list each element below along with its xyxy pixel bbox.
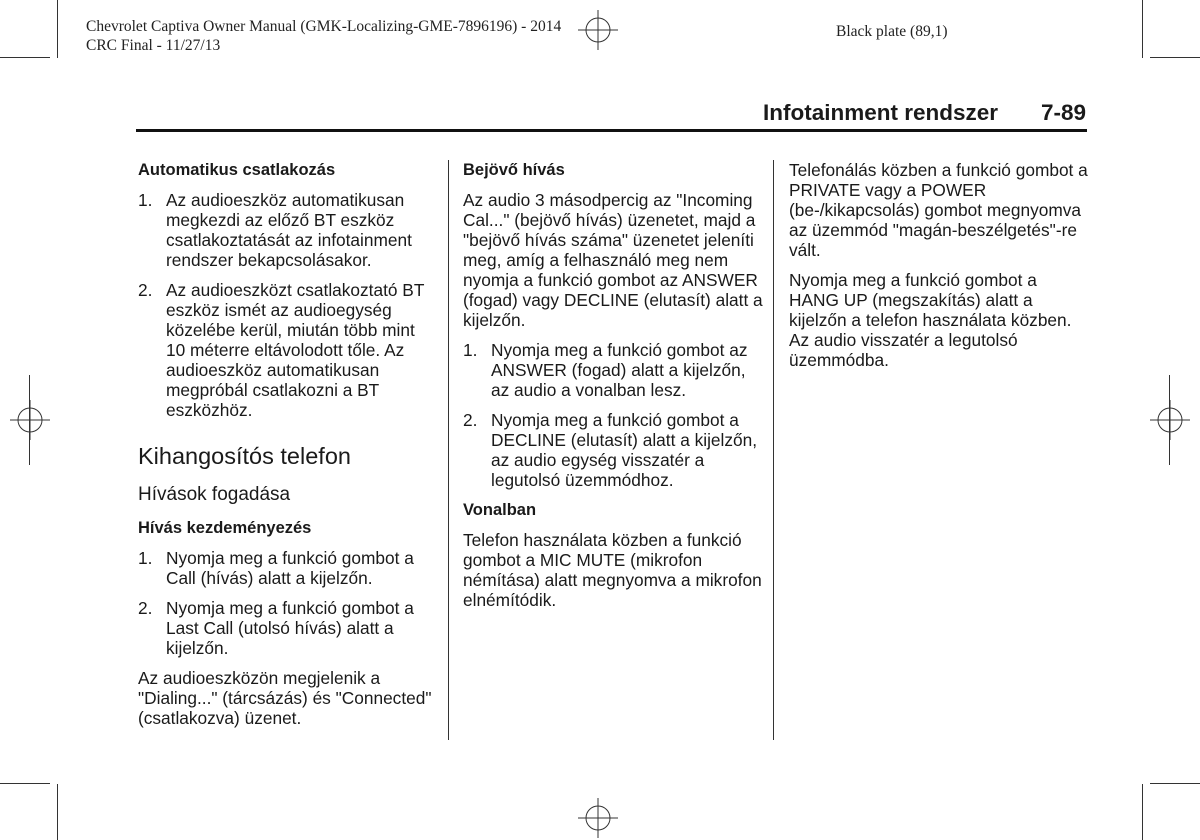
list-item-text: Nyomja meg a funkció gombot a Last Call (utolsó hívás) alatt a kijelzőn. (166, 598, 414, 658)
print-meta-line1: Chevrolet Captiva Owner Manual (GMK-Localizing-GME-7896196) - 2014 (86, 18, 562, 35)
paragraph: Telefon használata közben a funkció gombot a MIC MUTE (mikrofon némítása) alatt megnyomva a mikrofon elnémítódik. (463, 530, 762, 610)
list-item-text: Az audioeszközt csatlakoztató BT eszköz ismét az audioegység közelébe kerül, miután több mint 10 méterre eltávolodott tőle. Az audioeszköz automatikusan megpróbál csatlakozni a BT eszközhöz. (166, 280, 425, 420)
section-heading: Kihangosítós telefon (138, 443, 351, 469)
list-item-text: Nyomja meg a funkció gombot az ANSWER (fogad) alatt a kijelzőn, az audio a vonalban lesz. (491, 340, 748, 400)
paragraph: Telefonálás közben a funkció gombot a PRIVATE vagy a POWER (be-/kikapcsolás) gombot megnyomva az üzemmód "magán-beszélgetés"-re vált. (789, 160, 1088, 260)
registration-mark-top-icon (578, 10, 618, 50)
list-item-number: 1. (138, 548, 153, 568)
column-3 (789, 160, 1089, 380)
running-head (136, 100, 1086, 130)
crop-mark-tr-v (1142, 0, 1143, 58)
column-divider-2 (773, 160, 774, 740)
column-1 (138, 160, 438, 738)
list-item (138, 280, 438, 420)
paragraph: Az audio 3 másodpercig az "Incoming Cal..." (bejövő hívás) üzenetet, majd a "bejövő hívás száma" üzenetet jeleníti meg, amíg a felhasználó meg nem nyomja a funkció gombot az ANSWER (fogad) vagy DECLINE (elutasít) alatt a kijelzőn. (463, 190, 763, 330)
list-item-number: 2. (138, 280, 153, 300)
running-head-title: Infotainment rendszer (762, 100, 998, 125)
list-item-number: 1. (138, 190, 153, 210)
crop-mark-bl-h (0, 783, 50, 784)
list-item-number: 2. (138, 598, 153, 618)
subheading-make-call: Hívás kezdeményezés (138, 519, 312, 537)
list-item (138, 548, 438, 588)
subheading-incoming-call: Bejövő hívás (463, 161, 565, 179)
registration-mark-bottom-icon (578, 798, 618, 838)
list-make-call (138, 548, 438, 658)
list-automatic-connection (138, 190, 438, 420)
column-divider-1 (448, 160, 449, 740)
registration-mark-left-icon (10, 400, 50, 440)
paragraph: Nyomja meg a funkció gombot a HANG UP (megszakítás) alatt a kijelzőn a telefon használata közben. Az audio visszatér a legutolsó üzemmódba. (789, 270, 1072, 370)
subsection-heading: Hívások fogadása (138, 484, 291, 505)
list-incoming-call (463, 340, 763, 490)
column-2 (463, 160, 763, 620)
list-item-text: Nyomja meg a funkció gombot a Call (hívás) alatt a kijelzőn. (166, 548, 414, 588)
side-mark-right (1169, 375, 1170, 465)
print-meta-line2: CRC Final - 11/27/13 (86, 37, 221, 54)
list-item (463, 410, 763, 490)
running-head-rule (136, 129, 1087, 132)
list-item-text: Nyomja meg a funkció gombot a DECLINE (elutasít) alatt a kijelzőn, az audio egység visszatér a legutolsó üzemmódhoz. (491, 410, 758, 490)
print-meta-plate: Black plate (89,1) (836, 23, 948, 40)
crop-mark-tr-h (1150, 57, 1200, 58)
subheading-on-line: Vonalban (463, 501, 537, 519)
paragraph: Az audioeszközön megjelenik a "Dialing..." (tárcsázás) és "Connected" (csatlakozva) üzenet. (138, 668, 432, 728)
page-number: 7-89 (1040, 100, 1086, 125)
crop-mark-bl-v (57, 784, 58, 840)
print-meta-left (86, 17, 561, 55)
list-item-number: 1. (463, 340, 478, 360)
registration-mark-right-icon (1150, 400, 1190, 440)
list-item (138, 598, 438, 658)
crop-mark-br-v (1142, 784, 1143, 840)
list-item-number: 2. (463, 410, 478, 430)
list-item (463, 340, 763, 400)
subheading-automatic-connection: Automatikus csatlakozás (138, 161, 336, 179)
crop-mark-br-h (1150, 783, 1200, 784)
crop-mark-tl-h (0, 57, 50, 58)
list-item-text: Az audioeszköz automatikusan megkezdi az előző BT eszköz csatlakoztatását az infotainment rendszer bekapcsolásakor. (166, 190, 412, 270)
side-mark-left (29, 375, 30, 465)
crop-mark-tl-v (57, 0, 58, 58)
list-item (138, 190, 438, 270)
